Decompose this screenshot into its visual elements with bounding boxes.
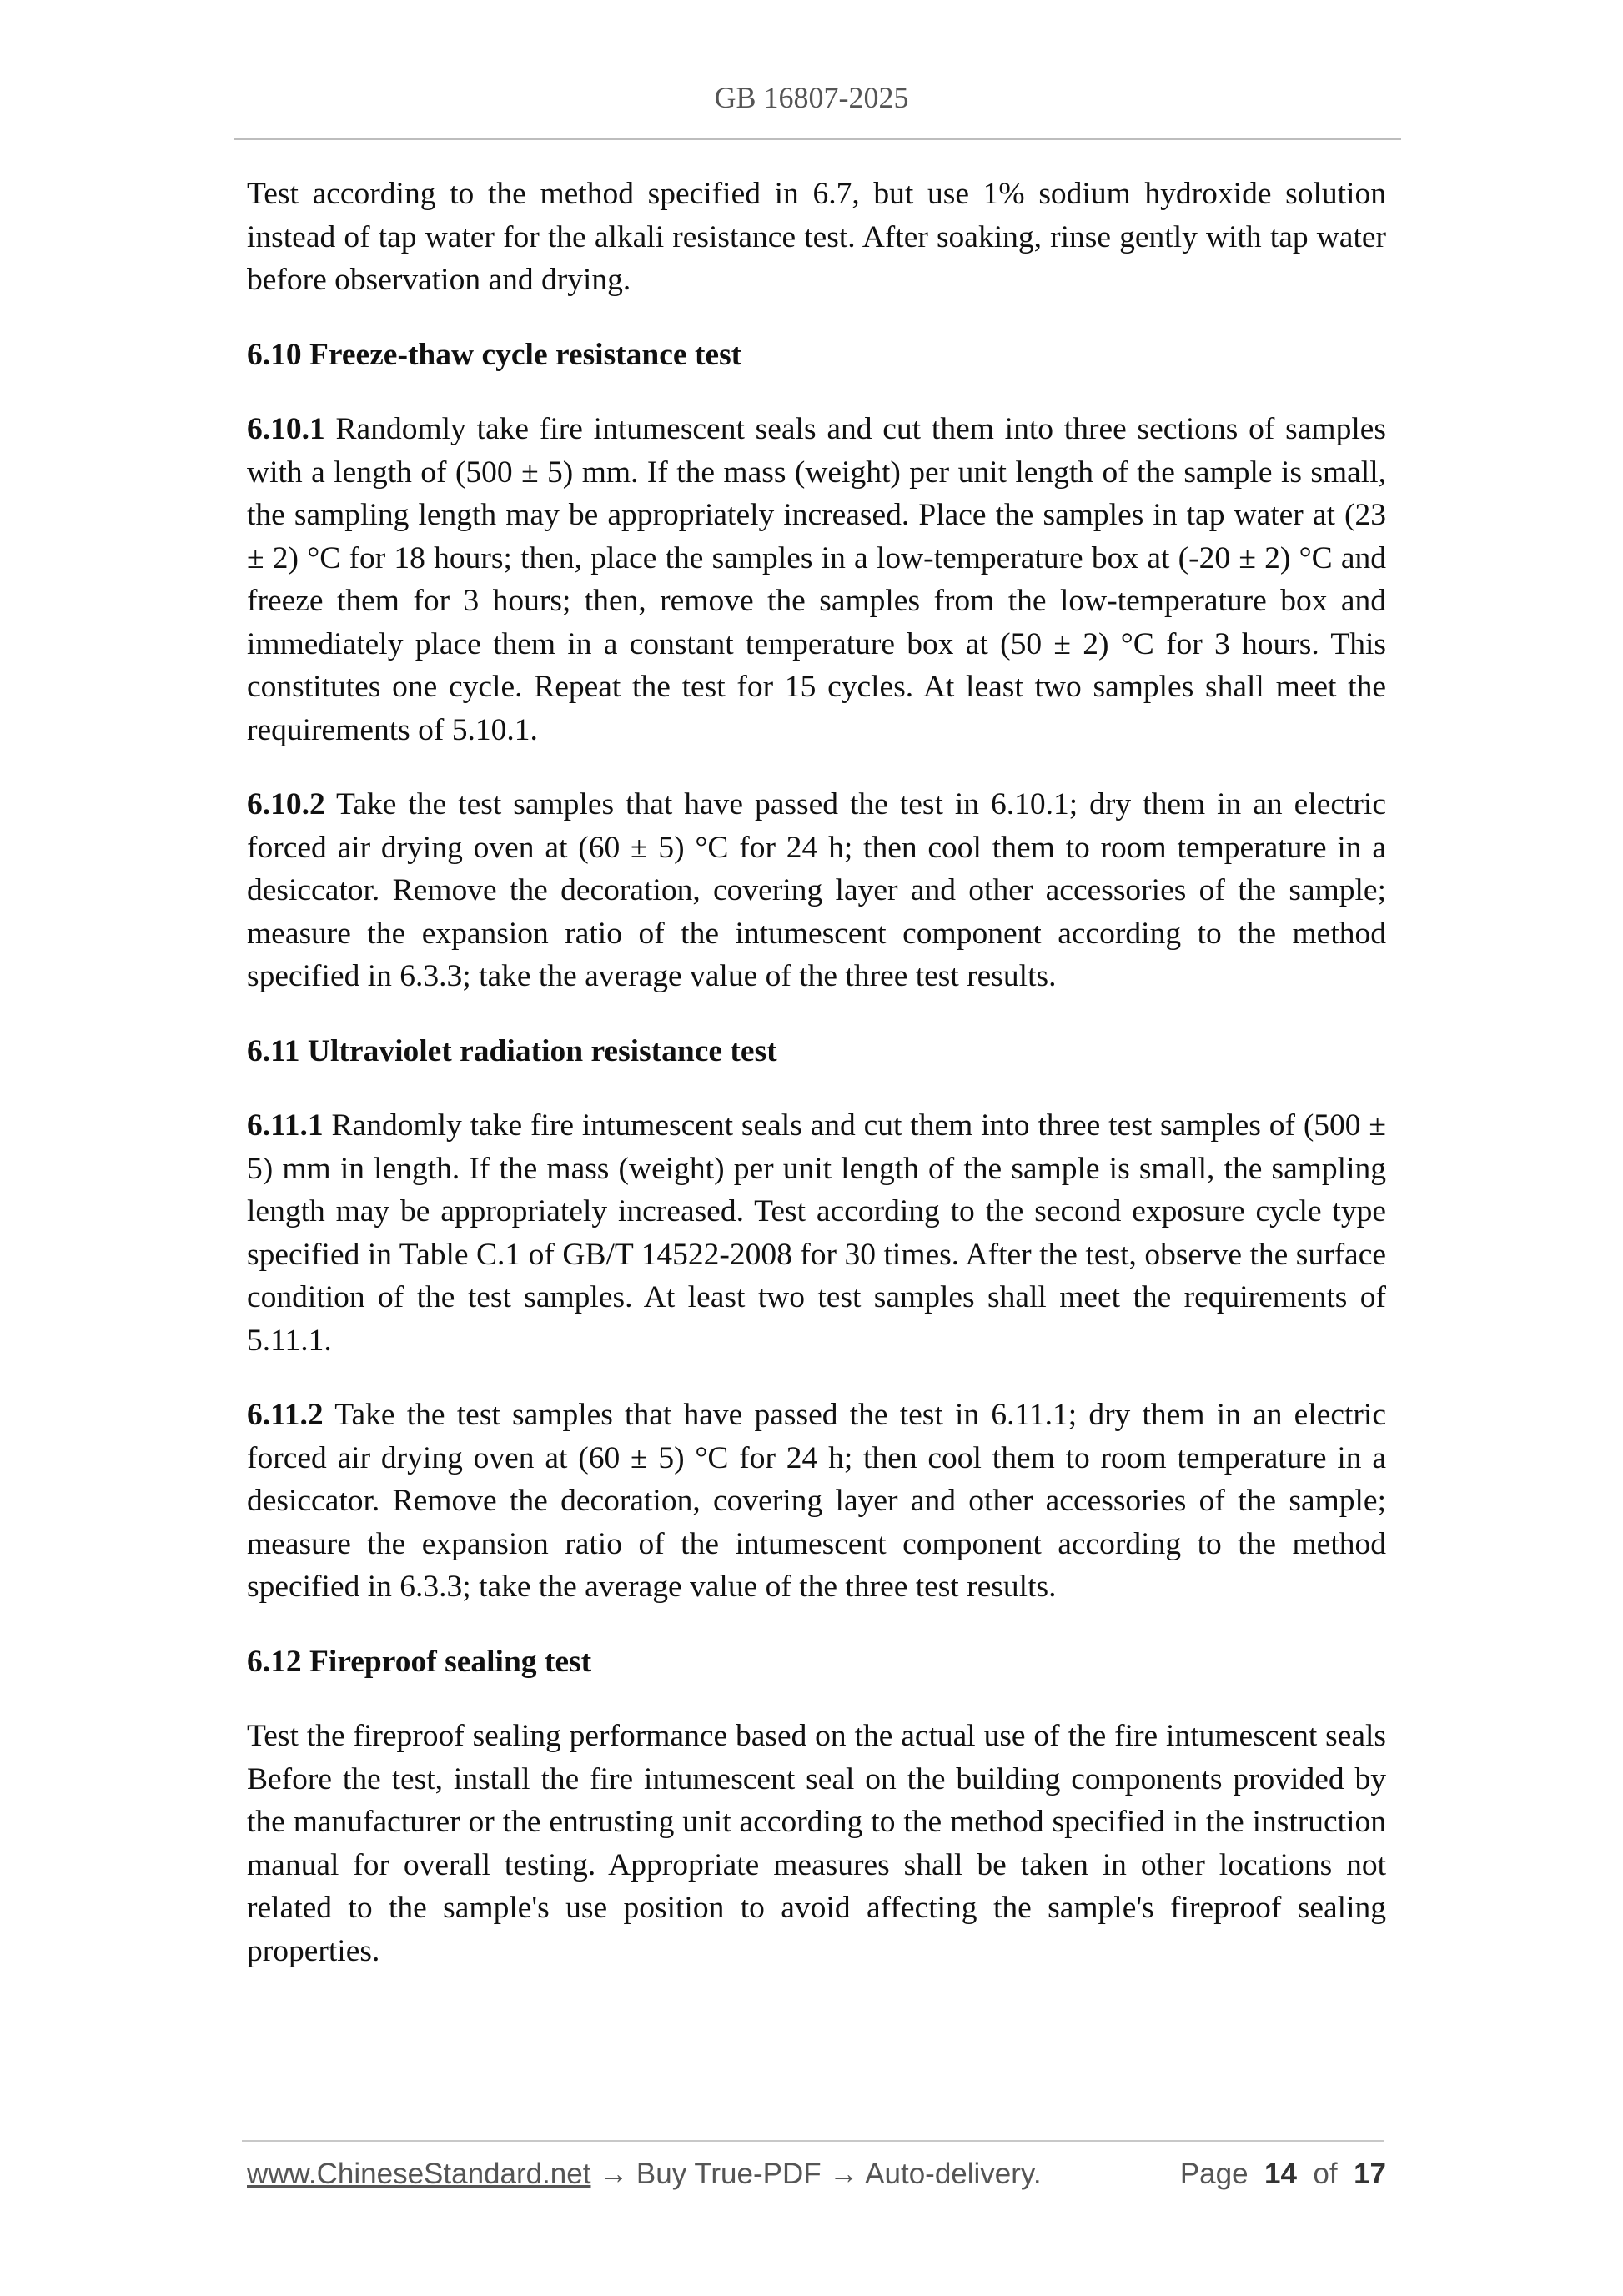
promo-text: → Buy True-PDF → Auto-delivery.	[590, 2158, 1042, 2190]
section-heading-6-12: 6.12 Fireproof sealing test	[247, 1644, 592, 1679]
clause-text: Randomly take fire intumescent seals and cut them into three sections of samples with a length of (500 ± 5) mm. If the mass (weight) per unit length of the sample is small, the sampling length may be appropriately increased. Place the samples in tap water at (23 ± 2) °C for 18 hours; then, place the samples in a low-temperature box at (-20 ± 2) °C and freeze them for 3 hours; then, remove the samples from the low-temperature box and immediately place them in a constant temperature box at (50 ± 2) °C for 3 hours. This constitutes one cycle. Repeat the test for 15 cycles. At least two samples shall meet the requirements of 5.10.1.	[247, 412, 1386, 747]
clause-6-10-1	[247, 408, 1386, 751]
page-header: GB 16807-2025	[714, 81, 909, 114]
clause-text: Take the test samples that have passed the test in 6.10.1; dry them in an electric forced air drying oven at (60 ± 5) °C for 24 h; then cool them to room temperature in a desiccator. Remove the decoration, covering layer and other accessories of the sample; measure the expansion ratio of the intumescent component according to the method specified in 6.3.3; take the average value of the three test results.	[247, 787, 1386, 993]
intro-paragraph: Test according to the method specified in 6.7, but use 1% sodium hydroxide solution instead of tap water for the alkali resistance test. After soaking, rinse gently with tap water before observation and drying.	[247, 177, 1386, 297]
clause-number: 6.11.2	[247, 1398, 324, 1432]
total-page-number: 17	[1354, 2158, 1386, 2190]
section-heading-6-11: 6.11 Ultraviolet radiation resistance test	[247, 1033, 777, 1068]
page-footer	[247, 2158, 1386, 2191]
clause-6-11-1	[247, 1104, 1386, 1362]
header-divider	[234, 138, 1401, 140]
page-label: Page	[1179, 2158, 1249, 2190]
page-of-label: of	[1313, 2158, 1338, 2190]
section-heading-6-10: 6.10 Freeze-thaw cycle resistance test	[247, 337, 742, 372]
clause-number: 6.10.1	[247, 412, 325, 446]
clause-text: Take the test samples that have passed the test in 6.11.1; dry them in an electric forced air drying oven at (60 ± 5) °C for 24 h; then cool them to room temperature in a desiccator. Remove the decoration, covering layer and other accessories of the sample; measure the expansion ratio of the intumescent component according to the method specified in 6.3.3; take the average value of the three test results.	[247, 1398, 1386, 1604]
clause-text: Randomly take fire intumescent seals and cut them into three test samples of (500 ± 5) mm in length. If the mass (weight) per unit length of the sample is small, the sampling length may be appropriately increased. Test according to the second exposure cycle type specified in Table C.1 of GB/T 14522-2008 for 30 times. After the test, observe the surface condition of the test samples. At least two test samples shall meet the requirements of 5.11.1.	[247, 1108, 1386, 1358]
clause-6-11-2	[247, 1394, 1386, 1609]
paragraph-6-12: Test the fireproof sealing performance based on the actual use of the fire intumescent seals Before the test, install the fire intumescent seal on the building components provided by the manufacturer or the entrusting unit according to the method specified in the instruction manual for overall testing. Appropriate measures shall be taken in other locations not related to the sample's use position to avoid affecting the sample's fireproof sealing properties.	[247, 1719, 1386, 1968]
website-link[interactable]: www.ChineseStandard.net	[247, 2158, 591, 2190]
page-indicator	[1180, 2158, 1386, 2191]
footer-divider	[242, 2140, 1384, 2142]
clause-number: 6.11.1	[247, 1108, 324, 1143]
document-body	[247, 173, 1386, 2004]
clause-6-10-2	[247, 783, 1386, 998]
clause-number: 6.10.2	[247, 787, 325, 821]
current-page-number: 14	[1264, 2158, 1297, 2190]
footer-promo	[247, 2158, 1042, 2191]
